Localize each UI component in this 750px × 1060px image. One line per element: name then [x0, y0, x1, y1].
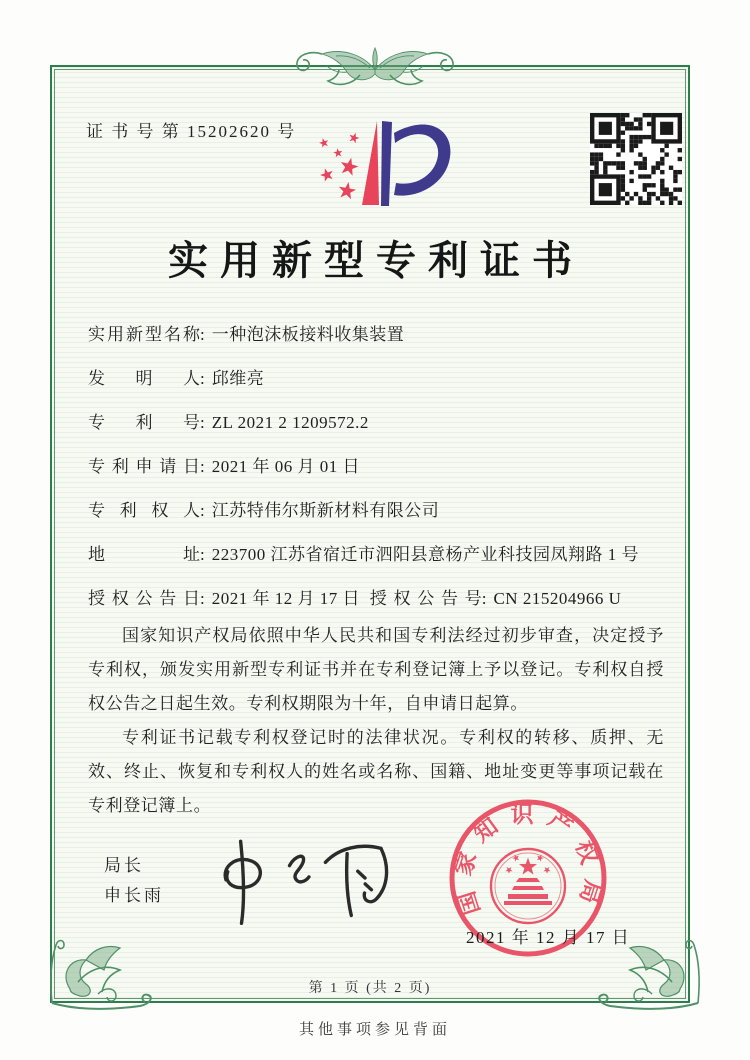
field-label: 发明人	[88, 369, 200, 388]
legal-paragraph: 国家知识产权局依照中华人民共和国专利法经过初步审查，决定授予专利权，颁发实用新型专利证书并在专利登记簿上予以登记。专利权自授权公告之日起生效。专利权期限为十年，自申请日起算。	[88, 626, 664, 713]
field-label: 专利权人	[88, 501, 200, 520]
field-label: 专利号	[88, 413, 200, 432]
cnipa-logo-icon	[300, 109, 460, 217]
field-label: 专利申请日	[88, 457, 200, 476]
field-value: 江苏特伟尔斯新材料有限公司	[211, 501, 440, 520]
top-flourish-ornament	[270, 39, 480, 99]
signer-block	[104, 851, 164, 911]
page-indicator: 第 1 页 (共 2 页)	[308, 981, 432, 996]
seal-agency-text: 国家知识产权局	[450, 802, 606, 918]
field-label: 地址	[88, 545, 200, 564]
signer-title: 局长	[104, 856, 144, 875]
field-value: 2021 年 12 月 17 日	[211, 589, 360, 608]
field-row-address: 地址: 223700 江苏省宿迁市泗阳县意杨产业科技园凤翔路 1 号	[88, 543, 668, 567]
handwritten-signature	[198, 825, 416, 933]
seal-date: 2021 年 12 月 17 日	[466, 928, 631, 947]
field-row-patentee: 专利权人: 江苏特伟尔斯新材料有限公司	[88, 499, 668, 523]
field-value: 223700 江苏省宿迁市泗阳县意杨产业科技园凤翔路 1 号	[211, 545, 639, 564]
field-row-filing-date: 专利申请日: 2021 年 06 月 01 日	[88, 455, 668, 479]
certificate-number: 证 书 号 第 15202620 号	[86, 122, 297, 141]
field-label: 实用新型名称	[88, 325, 200, 344]
qr-code	[590, 113, 682, 205]
field-value: CN 215204966 U	[493, 589, 622, 608]
field-row-grant: 授权公告日: 2021 年 12 月 17 日 授权公告号: CN 215204966 U	[88, 587, 668, 611]
field-value: ZL 2021 2 1209572.2	[211, 413, 369, 432]
certificate-body	[50, 65, 690, 1003]
field-row-name: 实用新型名称: 一种泡沫板接料收集装置	[88, 323, 668, 347]
field-value: 2021 年 06 月 01 日	[211, 457, 360, 476]
field-row-inventor: 发明人: 邱维亮	[88, 367, 668, 391]
bottom-right-flourish-ornament	[590, 933, 712, 1033]
field-list	[88, 323, 668, 631]
field-value: 邱维亮	[211, 369, 265, 388]
legal-paragraph: 专利证书记载专利权登记时的法律状况。专利权的转移、质押、无效、终止、恢复和专利权人的姓名或名称、国籍、地址变更等事项记载在专利登记簿上。	[88, 728, 664, 815]
signer-name: 申长雨	[104, 886, 164, 905]
bottom-left-flourish-ornament	[38, 933, 160, 1033]
field-label: 授权公告号	[369, 589, 482, 608]
field-value: 一种泡沫板接料收集装置	[211, 325, 405, 344]
certificate-title: 实用新型专利证书	[168, 238, 584, 283]
back-side-note: 其他事项参见背面	[298, 1022, 451, 1038]
field-row-patent-no: 专利号: ZL 2021 2 1209572.2	[88, 411, 668, 435]
field-label: 授权公告日	[88, 589, 200, 608]
